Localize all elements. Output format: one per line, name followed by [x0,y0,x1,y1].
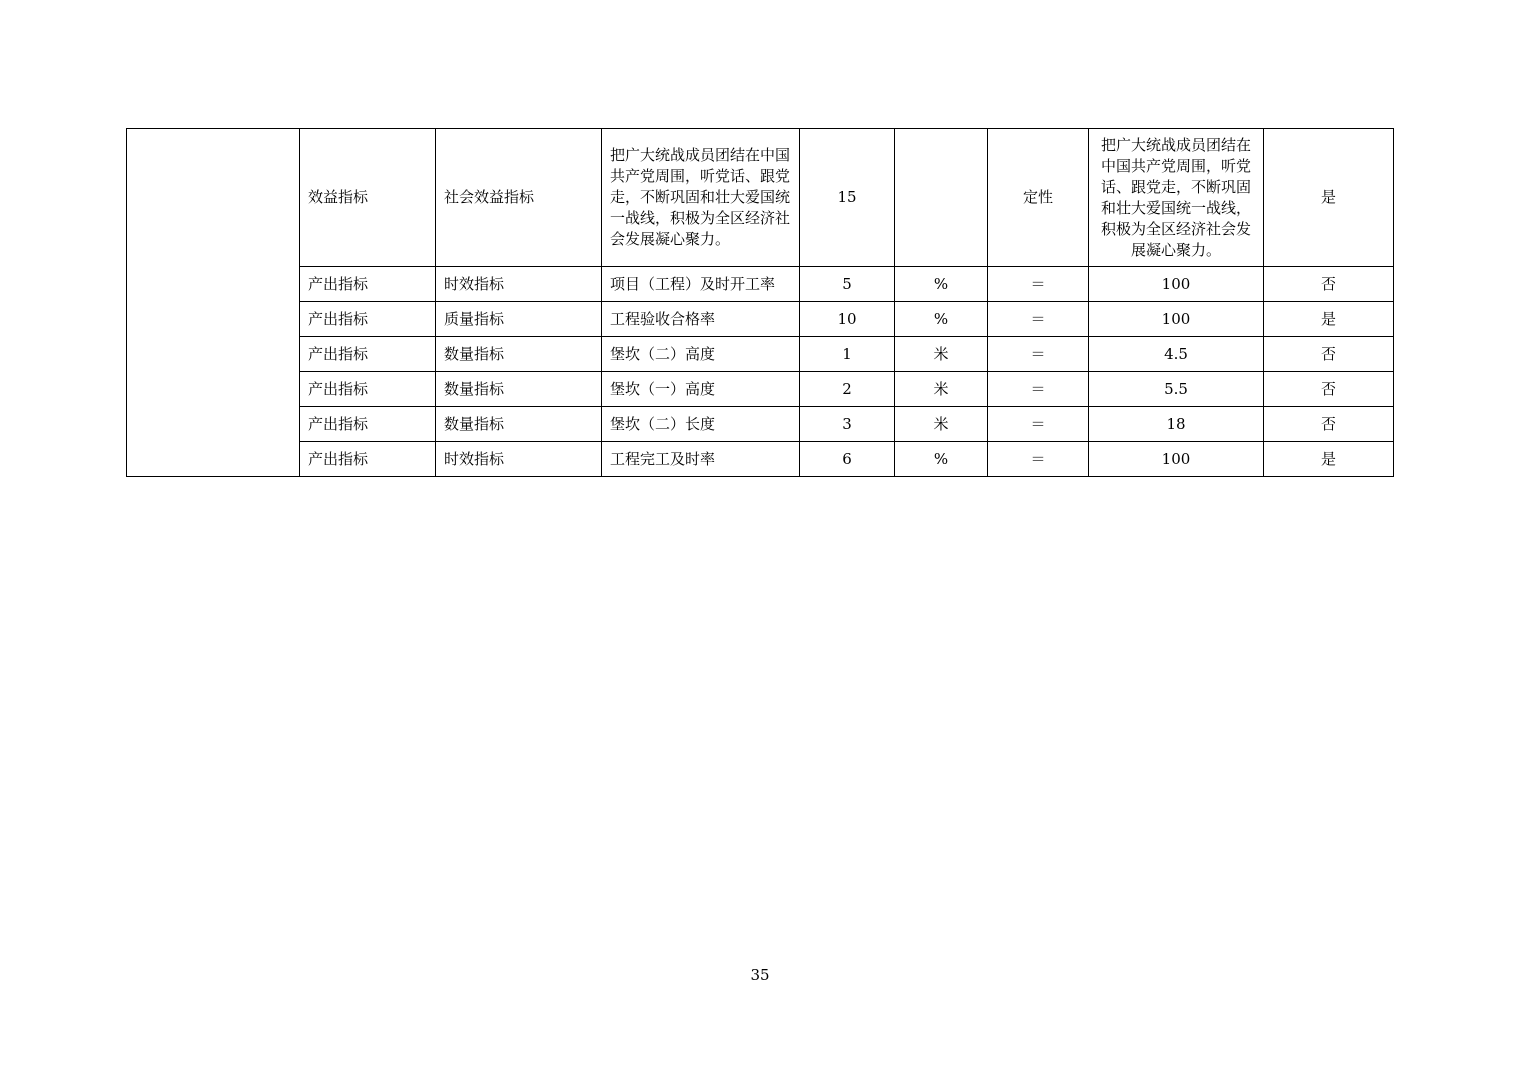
level2-indicator-cell: 时效指标 [436,442,602,477]
score-cell: 1 [800,337,895,372]
table-row [127,372,1394,407]
operator-cell: 定性 [988,129,1089,267]
level1-indicator-cell: 产出指标 [300,337,436,372]
level2-indicator-cell: 数量指标 [436,372,602,407]
core-indicator-cell: 是 [1264,442,1394,477]
unit-cell: 米 [895,372,988,407]
score-cell: 2 [800,372,895,407]
table-row [127,442,1394,477]
level1-indicator-cell: 产出指标 [300,267,436,302]
merged-blank-cell [127,129,300,477]
level3-indicator-cell: 堡坎（一）高度 [602,372,800,407]
level1-indicator-cell: 产出指标 [300,407,436,442]
level2-indicator-cell: 数量指标 [436,407,602,442]
table-row [127,302,1394,337]
level2-indicator-cell: 质量指标 [436,302,602,337]
core-indicator-cell: 否 [1264,337,1394,372]
core-indicator-cell: 是 [1264,129,1394,267]
operator-cell: ＝ [988,407,1089,442]
target-value-cell: 100 [1089,302,1264,337]
page-number: 35 [750,966,770,984]
level2-indicator-cell: 时效指标 [436,267,602,302]
unit-cell: % [895,267,988,302]
level3-indicator-cell: 堡坎（二）高度 [602,337,800,372]
target-value-cell: 把广大统战成员团结在中国共产党周围，听党话、跟党走，不断巩固和壮大爱国统一战线，积极为全区经济社会发展凝心聚力。 [1089,129,1264,267]
unit-cell [895,129,988,267]
operator-cell: ＝ [988,267,1089,302]
unit-cell: 米 [895,407,988,442]
level3-indicator-cell: 把广大统战成员团结在中国共产党周围，听党话、跟党走，不断巩固和壮大爱国统一战线，积极为全区经济社会发展凝心聚力。 [602,129,800,267]
table-row [127,337,1394,372]
level3-indicator-cell: 堡坎（二）长度 [602,407,800,442]
unit-cell: % [895,302,988,337]
operator-cell: ＝ [988,337,1089,372]
score-cell: 10 [800,302,895,337]
level3-indicator-cell: 项目（工程）及时开工率 [602,267,800,302]
level2-indicator-cell: 数量指标 [436,337,602,372]
performance-indicator-table [126,128,1394,477]
score-cell: 3 [800,407,895,442]
core-indicator-cell: 否 [1264,372,1394,407]
core-indicator-cell: 是 [1264,302,1394,337]
unit-cell: % [895,442,988,477]
operator-cell: ＝ [988,302,1089,337]
level3-indicator-cell: 工程验收合格率 [602,302,800,337]
level3-indicator-cell: 工程完工及时率 [602,442,800,477]
target-value-cell: 100 [1089,442,1264,477]
table-row [127,407,1394,442]
target-value-cell: 100 [1089,267,1264,302]
target-value-cell: 18 [1089,407,1264,442]
target-value-cell: 5.5 [1089,372,1264,407]
score-cell: 6 [800,442,895,477]
level1-indicator-cell: 产出指标 [300,442,436,477]
level2-indicator-cell: 社会效益指标 [436,129,602,267]
core-indicator-cell: 否 [1264,407,1394,442]
unit-cell: 米 [895,337,988,372]
target-value-cell: 4.5 [1089,337,1264,372]
score-cell: 5 [800,267,895,302]
level1-indicator-cell: 产出指标 [300,372,436,407]
table-row [127,129,1394,267]
score-cell: 15 [800,129,895,267]
core-indicator-cell: 否 [1264,267,1394,302]
operator-cell: ＝ [988,442,1089,477]
level1-indicator-cell: 效益指标 [300,129,436,267]
table-row [127,267,1394,302]
level1-indicator-cell: 产出指标 [300,302,436,337]
operator-cell: ＝ [988,372,1089,407]
